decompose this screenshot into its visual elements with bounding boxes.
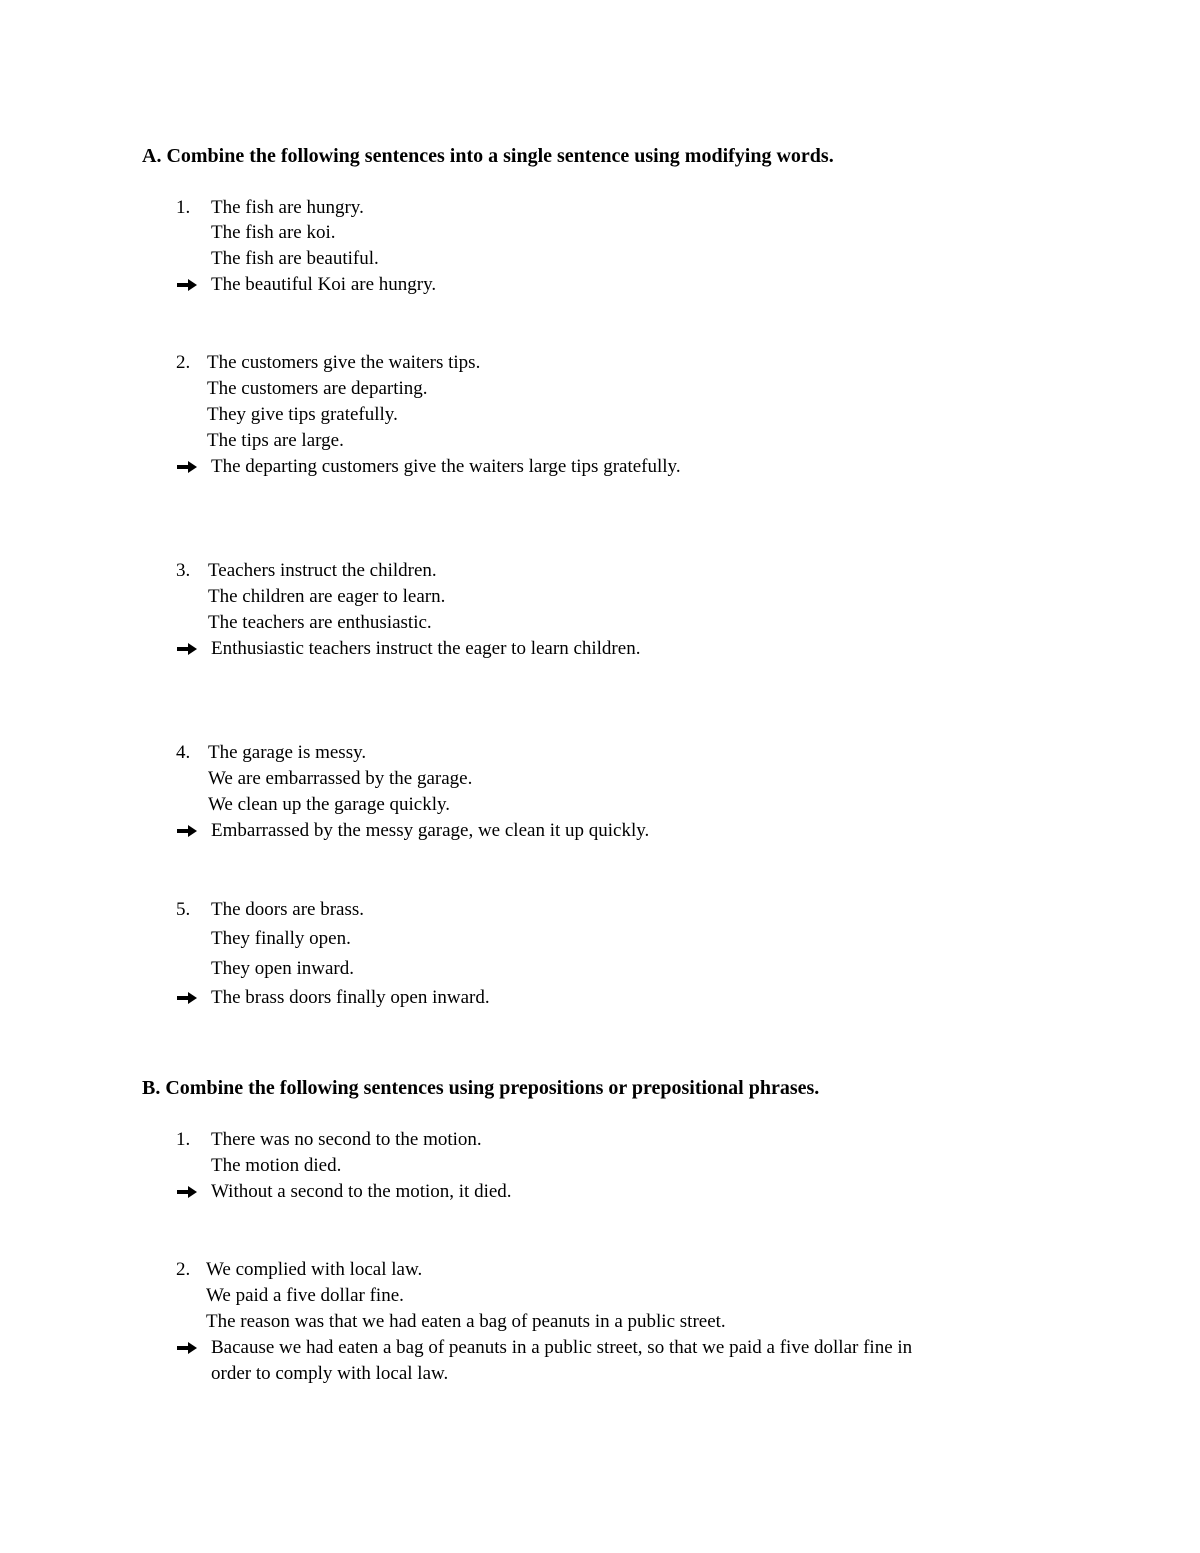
answer-sentence: Without a second to the motion, it died. <box>211 1181 512 1202</box>
sentence: We paid a five dollar fine. <box>206 1285 404 1306</box>
sentence: The fish are hungry. <box>211 197 364 218</box>
arrow-icon <box>176 1336 198 1360</box>
section-a-heading: A. Combine the following sentences into a single sentence using modifying words. <box>142 145 834 167</box>
sentence: The reason was that we had eaten a bag of peanuts in a public street. <box>206 1311 726 1332</box>
item-number: 5. <box>176 899 191 920</box>
sentence: The customers give the waiters tips. <box>207 352 481 373</box>
section-b-heading: B. Combine the following sentences using prepositions or prepositional phrases. <box>142 1077 820 1099</box>
sentence: The motion died. <box>211 1155 342 1176</box>
sentence: We are embarrassed by the garage. <box>208 768 473 789</box>
answer-sentence: Bacause we had eaten a bag of peanuts in a public street, so that we paid a five dollar fine in <box>211 1337 913 1358</box>
sentence: The fish are beautiful. <box>211 248 379 269</box>
sentence: The tips are large. <box>207 430 344 451</box>
sentence: The customers are departing. <box>207 378 428 399</box>
sentence: The fish are koi. <box>211 222 336 243</box>
sentence: The doors are brass. <box>211 899 365 920</box>
answer-sentence: Enthusiastic teachers instruct the eager to learn children. <box>211 638 641 659</box>
item-number: 1. <box>176 1129 191 1150</box>
answer-sentence: The beautiful Koi are hungry. <box>211 274 437 295</box>
arrow-icon <box>176 637 198 661</box>
answer-sentence-continued: order to comply with local law. <box>211 1363 449 1384</box>
item-number: 2. <box>176 352 191 373</box>
answer-sentence: The departing customers give the waiters large tips gratefully. <box>211 456 681 477</box>
item-number: 4. <box>176 742 191 763</box>
arrow-icon <box>176 986 198 1010</box>
answer-sentence: The brass doors finally open inward. <box>211 987 490 1008</box>
sentence: The garage is messy. <box>208 742 367 763</box>
arrow-icon <box>176 455 198 479</box>
sentence: They give tips gratefully. <box>207 404 398 425</box>
sentence: Teachers instruct the children. <box>208 560 437 581</box>
arrow-icon <box>176 819 198 843</box>
item-number: 3. <box>176 560 191 581</box>
item-number: 1. <box>176 197 191 218</box>
item-number: 2. <box>176 1259 191 1280</box>
sentence: They open inward. <box>211 958 354 979</box>
answer-sentence: Embarrassed by the messy garage, we clean it up quickly. <box>211 820 650 841</box>
arrow-icon <box>176 273 198 297</box>
sentence: The teachers are enthusiastic. <box>208 612 432 633</box>
sentence: We clean up the garage quickly. <box>208 794 451 815</box>
sentence: We complied with local law. <box>206 1259 423 1280</box>
sentence: There was no second to the motion. <box>211 1129 482 1150</box>
arrow-icon <box>176 1180 198 1204</box>
sentence: They finally open. <box>211 928 351 949</box>
sentence: The children are eager to learn. <box>208 586 446 607</box>
